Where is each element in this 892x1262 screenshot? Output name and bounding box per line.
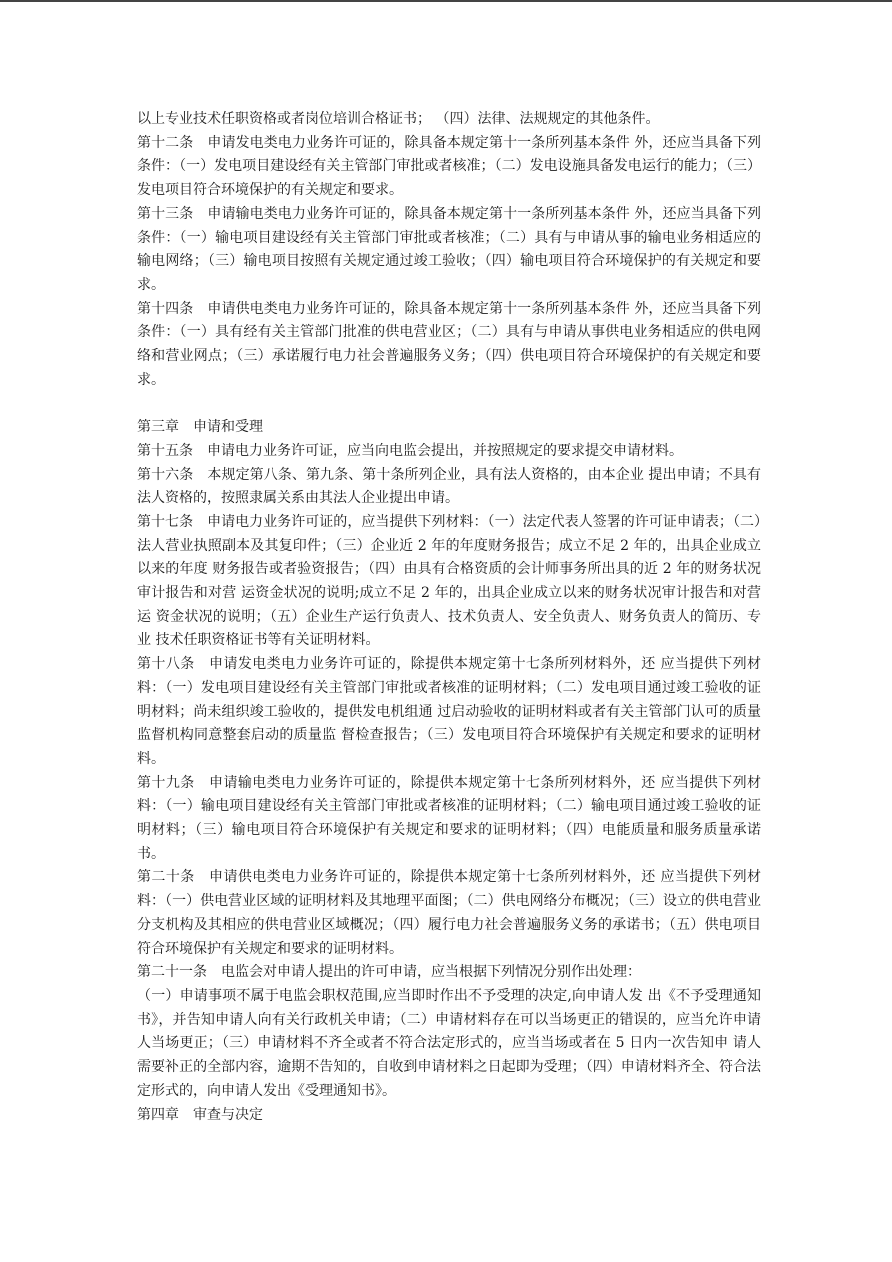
- paragraph-continuation: 以上专业技术任职资格或者岗位培训合格证书； （四）法律、法规规定的其他条件。: [137, 111, 660, 127]
- article-18: 第十八条 申请发电类电力业务许可证的，除提供本规定第十七条所列材料外，还 应当提供下列材料：（一）发电项目建设经有关主管部门审批或者核准的证明材料；（二）发电项目通过竣工验收的证明材料；尚未组织竣工验收的，提供发电机组通 过启动验收的证明材料或者有关主管部门认可的质量监督机构同意整套启动的质量监 督检查报告；（三）发电项目符合环境保护有关规定和要求的证明材料。: [137, 656, 761, 767]
- article-17: 第十七条 申请电力业务许可证的，应当提供下列材料：（一）法定代表人签署的许可证申请表；（二）法人营业执照副本及其复印件；（三）企业近 2 年的年度财务报告；成立不足 2 年的，出具企业成立以来的年度 财务报告或者验资报告；（四）由具有合格资质的会计师事务所出具的近 2 年的财务状况审计报告和对营 运资金状况的说明;成立不足 2 年的，出具企业成立以来的财务状况审计报告和对营运 资金状况的说明；（五）企业生产运行负责人、技术负责人、安全负责人、财务负责人的简历、专业 技术任职资格证书等有关证明材料。: [137, 513, 761, 649]
- article-21: 第二十一条 电监会对申请人提出的许可申请，应当根据下列情况分别作出处理：: [137, 964, 641, 981]
- chapter-3-title: 第三章 申请和受理: [137, 419, 263, 436]
- article-12: 第十二条 申请发电类电力业务许可证的，除具备本规定第十一条所列基本条件 外，还应当具备下列条件：（一）发电项目建设经有关主管部门审批或者核准；（二）发电设施具备发电运行的能力；（三）发电项目符合环境保护的有关规定和要求。: [137, 134, 761, 199]
- blank-line: [137, 392, 761, 416]
- article-21-items: （一）申请事项不属于电监会职权范围,应当即时作出不予受理的决定,向申请人发 出《不予受理通知书》，并告知申请人向有关行政机关申请；（二）申请材料存在可以当场更正的错误的，应当允许申请人当场更正；（三）申请材料不齐全或者不符合法定形式的，应当当场或者在 5 日内一次告知申 请人需要补正的全部内容，逾期不告知的，自收到申请材料之日起即为受理；（四）申请材料齐全、符合法定形式的，向申请人发出《受理通知书》。: [137, 988, 761, 1099]
- article-15: 第十五条 申请电力业务许可证，应当向电监会提出，并按照规定的要求提交申请材料。: [137, 442, 683, 459]
- article-16: 第十六条 本规定第八条、第九条、第十条所列企业，具有法人资格的，由本企业 提出申请；不具有法人资格的，按照隶属关系由其法人企业提出申请。: [137, 466, 761, 507]
- article-20: 第二十条 申请供电类电力业务许可证的，除提供本规定第十七条所列材料外，还 应当提供下列材料：（一）供电营业区域的证明材料及其地理平面图；（二）供电网络分布概况；（三）设立的供电营业分支机构及其相应的供电营业区域概况；（四）履行电力社会普遍服务义务的承诺书；（五）供电项目符合环境保护有关规定和要求的证明材料。: [137, 869, 761, 957]
- top-border-line: [0, 0, 892, 2]
- article-14: 第十四条 申请供电类电力业务许可证的，除具备本规定第十一条所列基本条件 外，还应当具备下列条件：（一）具有经有关主管部门批准的供电营业区；（二）具有与申请从事供电业务相适应的供电网络和营业网点；（三）承诺履行电力社会普遍服务义务；（四）供电项目符合环境保护的有关规定和要求。: [137, 300, 761, 388]
- article-13: 第十三条 申请输电类电力业务许可证的，除具备本规定第十一条所列基本条件 外，还应当具备下列条件：（一）输电项目建设经有关主管部门审批或者核准；（二）具有与申请从事的输电业务相适应的输电网络；（三）输电项目按照有关规定通过竣工验收；（四）输电项目符合环境保护的有关规定和要求。: [137, 205, 761, 293]
- document-page: [137, 108, 761, 1127]
- article-19: 第十九条 申请输电类电力业务许可证的，除提供本规定第十七条所列材料外，还 应当提供下列材料：（一）输电项目建设经有关主管部门审批或者核准的证明材料；（二）输电项目通过竣工验收的证明材料；（三）输电项目符合环境保护有关规定和要求的证明材料；（四）电能质量和服务质量承诺书。: [137, 774, 761, 862]
- chapter-4-title: 第四章 审查与决定: [137, 1106, 263, 1123]
